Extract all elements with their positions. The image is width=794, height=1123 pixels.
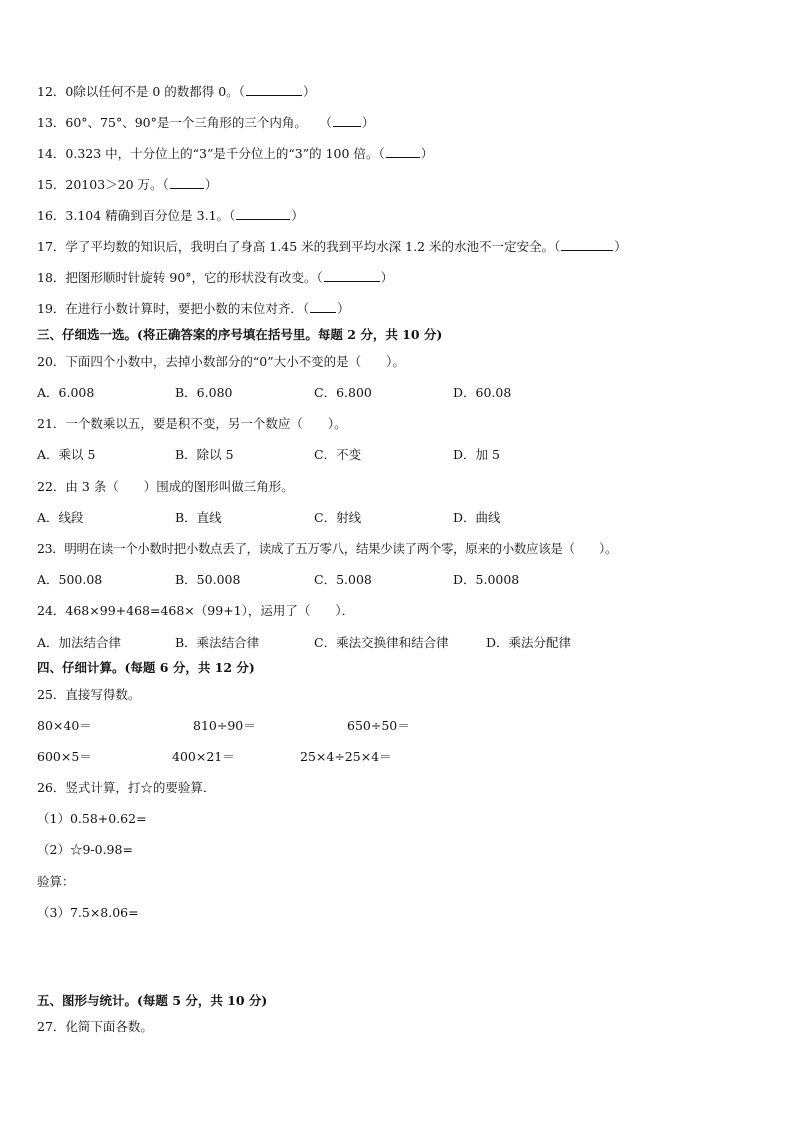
option-b[interactable]: B．除以 5 bbox=[175, 447, 234, 462]
answer-blank[interactable] bbox=[561, 239, 613, 251]
question-14: 14．0.323 中，十分位上的“3”是千分位上的“3”的 100 倍。（ ） bbox=[37, 146, 434, 161]
option-c[interactable]: C．射线 bbox=[314, 510, 362, 525]
calc-problem-3: （3）7.5×8.06= bbox=[37, 905, 139, 920]
option-b[interactable]: B．直线 bbox=[175, 510, 222, 525]
section-4-heading: 四、仔细计算。(每题 6 分，共 12 分) bbox=[37, 660, 255, 675]
option-a[interactable]: A．线段 bbox=[37, 510, 84, 525]
question-18-text: 18．把图形顺时针旋转 90°，它的形状没有改变。（ bbox=[37, 270, 323, 285]
answer-blank[interactable] bbox=[324, 270, 380, 282]
question-24-stem: 24．468×99+468=468×（99+1），运用了（ ）． bbox=[37, 603, 355, 618]
question-23-stem: 23．明明在读一个小数时把小数点丢了，读成了五万零八，结果少读了两个零，原来的小数应该是（ ）。 bbox=[37, 541, 618, 556]
answer-blank[interactable] bbox=[386, 146, 420, 158]
question-27-stem: 27．化简下面各数。 bbox=[37, 1019, 153, 1034]
option-c[interactable]: C．乘法交换律和结合律 bbox=[314, 635, 449, 650]
calc-item: 400×21＝ bbox=[172, 749, 235, 764]
option-b[interactable]: B．50.008 bbox=[175, 572, 241, 587]
question-13-text: 13．60°、75°、90°是一个三角形的三个内角。 （ bbox=[37, 115, 332, 130]
answer-blank[interactable] bbox=[170, 177, 204, 189]
section-5-heading: 五、图形与统计。(每题 5 分，共 10 分) bbox=[37, 993, 268, 1008]
option-c[interactable]: C．5.008 bbox=[314, 572, 372, 587]
question-19: 19．在进行小数计算时，要把小数的末位对齐．（ ） bbox=[37, 301, 350, 316]
question-17-text: 17．学了平均数的知识后，我明白了身高 1.45 米的我到平均水深 1.2 米的水池不一定安全。（ bbox=[37, 239, 561, 254]
option-c[interactable]: C．不变 bbox=[314, 447, 362, 462]
option-b[interactable]: B．6.080 bbox=[175, 385, 233, 400]
question-16: 16．3.104 精确到百分位是 3.1。（ ） bbox=[37, 208, 304, 223]
question-14-text: 14．0.323 中，十分位上的“3”是千分位上的“3”的 100 倍。（ bbox=[37, 146, 385, 161]
question-20-stem: 20．下面四个小数中，去掉小数部分的“0”大小不变的是（ ）。 bbox=[37, 354, 405, 369]
calc-item: 25×4÷25×4＝ bbox=[300, 749, 392, 764]
question-12-text: 12．0除以任何不是 0 的数都得 0。（ bbox=[37, 84, 245, 99]
option-b[interactable]: B．乘法结合律 bbox=[175, 635, 260, 650]
question-25-stem: 25．直接写得数。 bbox=[37, 687, 141, 702]
question-18: 18．把图形顺时针旋转 90°，它的形状没有改变。（ ） bbox=[37, 270, 394, 285]
question-17: 17．学了平均数的知识后，我明白了身高 1.45 米的我到平均水深 1.2 米的水池不一定安全。（ ） bbox=[37, 239, 627, 254]
option-a[interactable]: A．500.08 bbox=[37, 572, 103, 587]
question-16-text: 16．3.104 精确到百分位是 3.1。（ bbox=[37, 208, 236, 223]
check-label: 验算： bbox=[37, 874, 75, 889]
answer-blank[interactable] bbox=[310, 301, 336, 313]
question-26-stem: 26．竖式计算，打☆的要验算． bbox=[37, 780, 216, 795]
option-a[interactable]: A．加法结合律 bbox=[37, 635, 122, 650]
calc-item: 650÷50＝ bbox=[347, 718, 410, 733]
option-a[interactable]: A．乘以 5 bbox=[37, 447, 96, 462]
calc-problem-2: （2）☆9-0.98= bbox=[37, 842, 133, 857]
option-a[interactable]: A．6.008 bbox=[37, 385, 95, 400]
option-c[interactable]: C．6.800 bbox=[314, 385, 372, 400]
option-d[interactable]: D．5.0008 bbox=[453, 572, 520, 587]
calc-problem-1: （1）0.58+0.62= bbox=[37, 811, 147, 826]
calc-item: 600×5＝ bbox=[37, 749, 92, 764]
calc-item: 810÷90＝ bbox=[193, 718, 256, 733]
option-d[interactable]: D．加 5 bbox=[453, 447, 500, 462]
question-12: 12．0除以任何不是 0 的数都得 0。（ ） bbox=[37, 84, 316, 99]
question-13: 13．60°、75°、90°是一个三角形的三个内角。 （ ） bbox=[37, 115, 375, 130]
calc-item: 80×40＝ bbox=[37, 718, 92, 733]
option-d[interactable]: D．乘法分配律 bbox=[486, 635, 572, 650]
answer-blank[interactable] bbox=[333, 115, 361, 127]
option-d[interactable]: D．60.08 bbox=[453, 385, 512, 400]
question-22-stem: 22．由 3 条（ ）围成的图形叫做三角形。 bbox=[37, 479, 294, 494]
question-21-stem: 21．一个数乘以五，要是积不变，另一个数应（ ）。 bbox=[37, 416, 347, 431]
question-15-text: 15．20103＞20 万。（ bbox=[37, 177, 169, 192]
answer-blank[interactable] bbox=[246, 84, 302, 96]
section-3-heading: 三、仔细选一选。(将正确答案的序号填在括号里。每题 2 分，共 10 分) bbox=[37, 327, 443, 342]
question-19-text: 19．在进行小数计算时，要把小数的末位对齐．（ bbox=[37, 301, 310, 316]
answer-blank[interactable] bbox=[236, 208, 290, 220]
option-d[interactable]: D．曲线 bbox=[453, 510, 501, 525]
question-15: 15．20103＞20 万。（ ） bbox=[37, 177, 218, 192]
